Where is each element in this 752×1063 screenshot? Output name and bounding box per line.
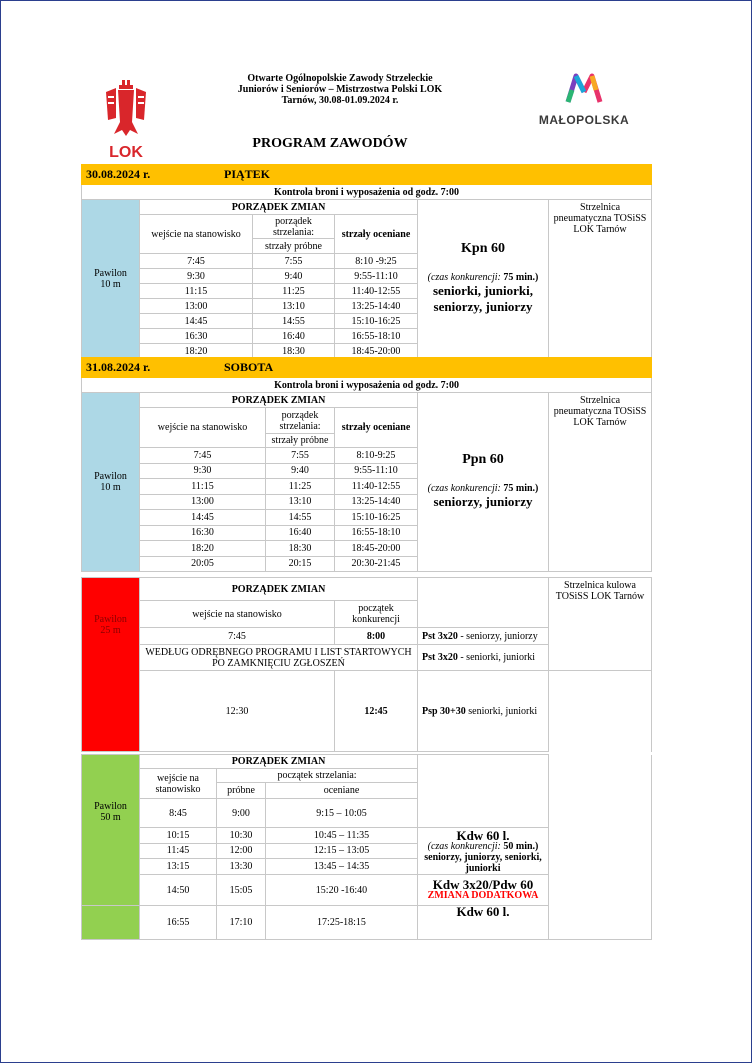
table-row: 14:45 14:55 15:10-16:25 [82, 510, 652, 526]
table-row: 11:45 12:00 12:15 – 13:05 [82, 843, 652, 859]
day1-order-header: PORZĄDEK ZMIAN [140, 200, 418, 215]
day1-venue: Strzelnica pneumatyczna TOSiSS LOK Tarnów [549, 200, 652, 359]
pav25-order-header: PORZĄDEK ZMIAN [140, 578, 418, 601]
table-row: 13:00 13:10 13:25-14:40 [82, 299, 652, 314]
day2-pavilion: Pawilon 10 m [82, 393, 140, 572]
day2-weekday: SOBOTA [224, 360, 274, 374]
event-header [200, 73, 480, 106]
table-row: 14:45 14:55 15:10-16:25 [82, 314, 652, 329]
table-row: 11:15 11:25 11:40-12:55 [82, 479, 652, 495]
table-row: 12:30 12:45 Psp 30+30 seniorki, juniorki [82, 671, 652, 752]
day2-competition-groups: seniorzy, juniorzy [433, 494, 533, 509]
table-row: 7:45 8:00 Pst 3x20 - seniorzy, juniorzy [82, 628, 652, 645]
table-row: 8:45 9:00 9:15 – 10:05 [82, 799, 652, 828]
table-row: 7:45 7:55 8:10-9:25 [82, 448, 652, 464]
pavilion50-table [81, 754, 652, 940]
malopolska-logo-text: MAŁOPOLSKA [538, 113, 630, 127]
table-row: 10:15 10:30 10:45 – 11:35 Kdw 60 l. (czas konkurencji: 50 min.) seniorzy, juniorzy, seniorki, juniorki [82, 828, 652, 844]
day2-order-header: PORZĄDEK ZMIAN [140, 393, 418, 408]
day2-col-scored: strzały oceniane [335, 408, 418, 448]
table-row: 13:00 13:10 13:25-14:40 [82, 494, 652, 510]
day1-competition-name: Kpn 60 [461, 241, 505, 256]
pavilion50-label: Pawilon 50 m [82, 755, 140, 906]
day2-date: 31.08.2024 r. [86, 360, 151, 374]
table-row: 9:30 9:40 9:55-11:10 [82, 463, 652, 479]
day1-table [81, 164, 652, 359]
malopolska-logo [532, 72, 636, 127]
extra-round-note: ZMIANA DODATKOWA [427, 890, 539, 901]
day1-col-scored: strzały oceniane [335, 215, 418, 254]
table-row: 20:05 20:15 20:30-21:45 [82, 556, 652, 572]
day2-col-entry: wejście na stanowisko [140, 408, 266, 448]
table-row: 13:15 13:30 13:45 – 14:35 [82, 859, 652, 875]
table-row: 11:15 11:25 11:40-12:55 [82, 284, 652, 299]
table-row: 16:30 16:40 16:55-18:10 [82, 525, 652, 541]
day2-venue: Strzelnica pneumatyczna TOSiSS LOK Tarnów [549, 393, 652, 572]
pav50-col-scored: oceniane [266, 783, 418, 799]
day1-date: 30.08.2024 r. [86, 167, 151, 181]
pav25-col-start: początek konkurencji [335, 601, 418, 628]
day1-competition-time: (czas konkurencji: 75 min.) [427, 272, 539, 283]
pavilion25-table [81, 577, 652, 752]
pav50-order-header: PORZĄDEK ZMIAN [140, 755, 418, 769]
day2-col-sighting: strzały próbne [266, 434, 335, 448]
lok-logo [100, 78, 152, 160]
day2-competition-name: Ppn 60 [462, 452, 504, 467]
day2-competition-time: (czas konkurencji: 75 min.) [427, 483, 539, 494]
pav50-col-start: początek strzelania: [217, 769, 418, 783]
table-row: 18:20 18:30 18:45-20:00 [82, 541, 652, 557]
table-row: 18:20 18:30 18:45-20:00 [82, 344, 652, 359]
table-row: 16:55 17:10 17:25-18:15 Kdw 60 l. [82, 906, 652, 940]
day2-header-row [82, 358, 652, 378]
day2-competition [418, 393, 549, 572]
day1-control-note: Kontrola broni i wyposażenia od godz. 7:00 [82, 185, 652, 200]
day1-competition [418, 200, 549, 359]
event-dates: Tarnów, 30.08-01.09.2024 r. [281, 95, 399, 106]
day1-col-entry: wejście na stanowisko [140, 215, 253, 254]
day1-col-sighting: strzały próbne [253, 239, 335, 254]
table-row: 14:50 15:05 15:20 -16:40 Kdw 3x20/Pdw 60 ZMIANA DODATKOWA [82, 875, 652, 906]
table-row: 7:45 7:55 8:10 -9:25 [82, 254, 652, 269]
day2-control-note: Kontrola broni i wyposażenia od godz. 7:00 [82, 378, 652, 393]
day1-header-row [82, 165, 652, 185]
day1-col-order: porządek strzelania: [253, 215, 335, 239]
day1-weekday: PIĄTEK [224, 167, 271, 181]
event-title-line1: Otwarte Ogólnopolskie Zawody Strzeleckie [247, 73, 433, 84]
pav50-competition1: Kdw 60 l. (czas konkurencji: 50 min.) seniorzy, juniorzy, seniorki, juniorki [418, 828, 549, 875]
pav25-venue: Strzelnica kulowa TOSiSS LOK Tarnów [549, 578, 652, 671]
page-title: PROGRAM ZAWODÓW [252, 136, 408, 151]
table-row: 9:30 9:40 9:55-11:10 [82, 269, 652, 284]
table-row: 16:30 16:40 16:55-18:10 [82, 329, 652, 344]
event-title-line2: Juniorów i Seniorów – Mistrzostwa Polski LOK [237, 84, 443, 95]
pav50-competition3: Kdw 60 l. [418, 906, 549, 940]
pavilion25-label: Pawilon 25 m [82, 578, 140, 752]
pav25-col-entry: wejście na stanowisko [140, 601, 335, 628]
pav50-col-sighting: próbne [217, 783, 266, 799]
day1-pavilion: Pawilon 10 m [82, 200, 140, 359]
pav25-note: WEDŁUG ODRĘBNEGO PROGRAMU I LIST STARTOWYCH PO ZAMKNIĘCIU ZGŁOSZEŃ [140, 645, 418, 671]
lok-logo-text: LOK [109, 144, 143, 160]
day2-table [81, 357, 652, 572]
pav50-competition2: Kdw 3x20/Pdw 60 ZMIANA DODATKOWA [418, 875, 549, 906]
table-row: WEDŁUG ODRĘBNEGO PROGRAMU I LIST STARTOWYCH PO ZAMKNIĘCIU ZGŁOSZEŃ Pst 3x20 - seniorki, juniorki [82, 645, 652, 671]
day2-col-order: porządek strzelania: [266, 408, 335, 434]
pav50-col-entry: wejście na stanowisko [140, 769, 217, 799]
day1-competition-groups: seniorki, juniorki, seniorzy, juniorzy [432, 283, 534, 314]
